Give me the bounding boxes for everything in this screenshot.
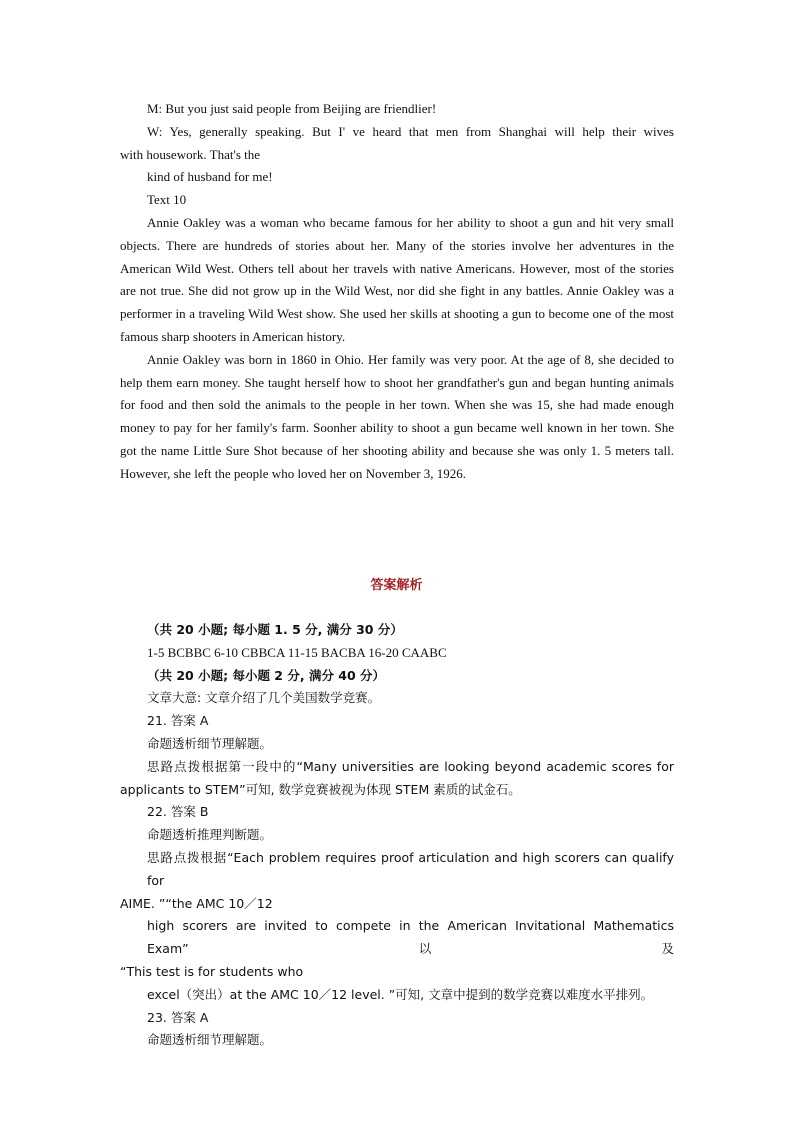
text10-paragraph-2: Annie Oakley was born in 1860 in Ohio. Her family was very poor. At the age of 8, she decided to help them earn money. She taught herself how to shoot her grandfather's gun and began hunting animals for food and then sold the animals to the people in her town. When she was 15, she had made enough money to pay for her family's farm. Soonher ability to shoot a gun became well known in her town. She got the name Little Sure Shot because of her shooting ability and because she was only 1. 5 meters tall. However, she left the people who loved her on November 3, 1926.	[120, 351, 674, 481]
dialogue-line-m: M: But you just said people from Beijing are friendlier!	[147, 101, 437, 116]
answers-block	[120, 619, 674, 1052]
q23-answer: 23. 答案 A	[147, 1009, 209, 1025]
answers-heading: 答案解析	[370, 578, 423, 593]
q22-analysis-line-2: AIME. ”“the AMC 10／12	[120, 895, 273, 911]
text10-paragraph-1: Annie Oakley was a woman who became famous for her ability to shoot a gun and hit very small objects. There are hundreds of stories about her. Many of the stories involve her adventures in the American Wild West. Others tell about her travels with native Americans. However, most of the stories are not true. She did not grow up in the Wild West, nor did she fight in any battles. Annie Oakley was a performer in a traveling Wild West show. She used her skills at shooting a gun to become one of the most famous sharp shooters in American history.	[120, 214, 674, 344]
section1-title: （共 20 小题; 每小题 1. 5 分, 满分 30 分）	[147, 622, 403, 637]
q22-analysis-line-1: 思路点拨根据“Each problem requires proof articulation and high scorers can qualify for	[147, 849, 674, 888]
q22-analysis-line-5: excel（突出）at the AMC 10／12 level. ”可知, 文章中提到的数学竞赛以难度水平排列。	[147, 986, 654, 1002]
dialogue-line-w-end: kind of husband for me!	[147, 169, 273, 185]
q22-analysis-line-3: high scorers are invited to compete in the American Invitational Mathematics Exam”以及	[147, 918, 674, 957]
q23-type: 命题透析细节理解题。	[147, 1032, 273, 1048]
q21-analysis: 思路点拨根据第一段中的“Many universities are looking beyond academic scores for applicants to STEM”可知, 数学竞赛被视为体现 STEM 素质的试金石。	[120, 758, 674, 797]
section2-title: （共 20 小题; 每小题 2 分, 满分 40 分）	[147, 667, 386, 683]
q21-type: 命题透析细节理解题。	[147, 735, 273, 751]
q22-type: 命题透析推理判断题。	[147, 827, 273, 843]
passage-summary: 文章大意: 文章介绍了几个美国数学竞赛。	[147, 690, 381, 706]
q21-answer: 21. 答案 A	[147, 713, 209, 729]
dialogue-block	[120, 98, 674, 486]
q22-analysis-line-4: “This test is for students who	[120, 963, 304, 979]
section1-answer-keys: 1-5 BCBBC 6-10 CBBCA 11-15 BACBA 16-20 CAABC	[147, 644, 447, 660]
q22-answer: 22. 答案 B	[147, 804, 209, 820]
dialogue-line-w: W: Yes, generally speaking. But I' ve heard that men from Shanghai will help their wives	[147, 123, 674, 139]
text10-label: Text 10	[147, 192, 187, 208]
dialogue-line-w-cont: with housework. That's the	[120, 146, 261, 162]
